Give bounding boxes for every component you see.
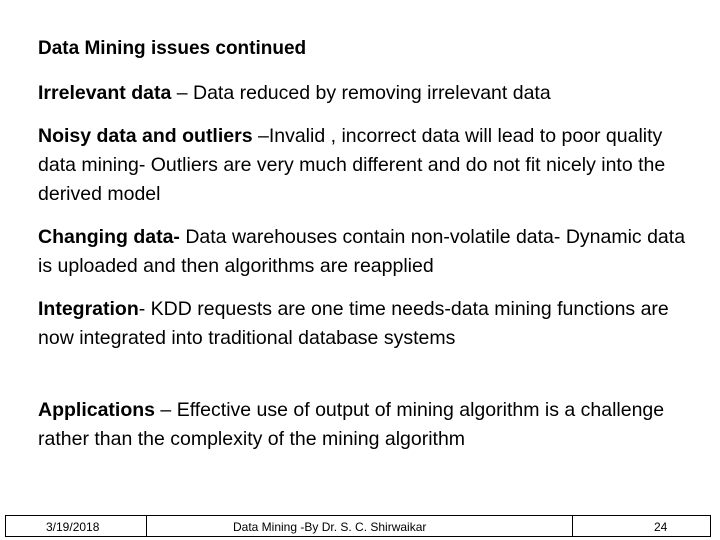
point-text: Data warehouses contain non-volatile data- Dynamic data is uploaded and then algorithms are reapplied [38, 226, 686, 277]
slide-title: Data Mining issues continued [38, 38, 307, 59]
slide-footer [5, 515, 711, 537]
footer-page-number: 24 [654, 520, 668, 534]
point-applications [38, 396, 698, 454]
footer-date: 3/19/2018 [46, 520, 100, 534]
point-text: –Invalid , incorrect data will lead to poor quality data mining- Outliers are very much different and do not fit nicely into the derived model [38, 125, 666, 205]
point-term: Irrelevant data [38, 82, 172, 104]
point-noisy-data [38, 122, 698, 209]
point-integration [38, 295, 698, 353]
point-term: Integration [38, 298, 139, 320]
point-text: – Effective use of output of mining algorithm is a challenge rather than the complexity of the mining algorithm [38, 399, 665, 450]
footer-divider [572, 516, 573, 536]
point-text: - KDD requests are one time needs-data mining functions are now integrated into traditional database systems [38, 298, 669, 349]
point-irrelevant-data [38, 79, 698, 108]
point-text: – Data reduced by removing irrelevant data [171, 82, 551, 104]
point-changing-data [38, 223, 698, 281]
point-term: Changing data- [38, 226, 180, 248]
footer-title: Data Mining -By Dr. S. C. Shirwaikar [233, 520, 427, 534]
footer-divider [146, 516, 147, 536]
point-term: Applications [38, 399, 156, 421]
point-term: Noisy data and outliers [38, 125, 253, 147]
